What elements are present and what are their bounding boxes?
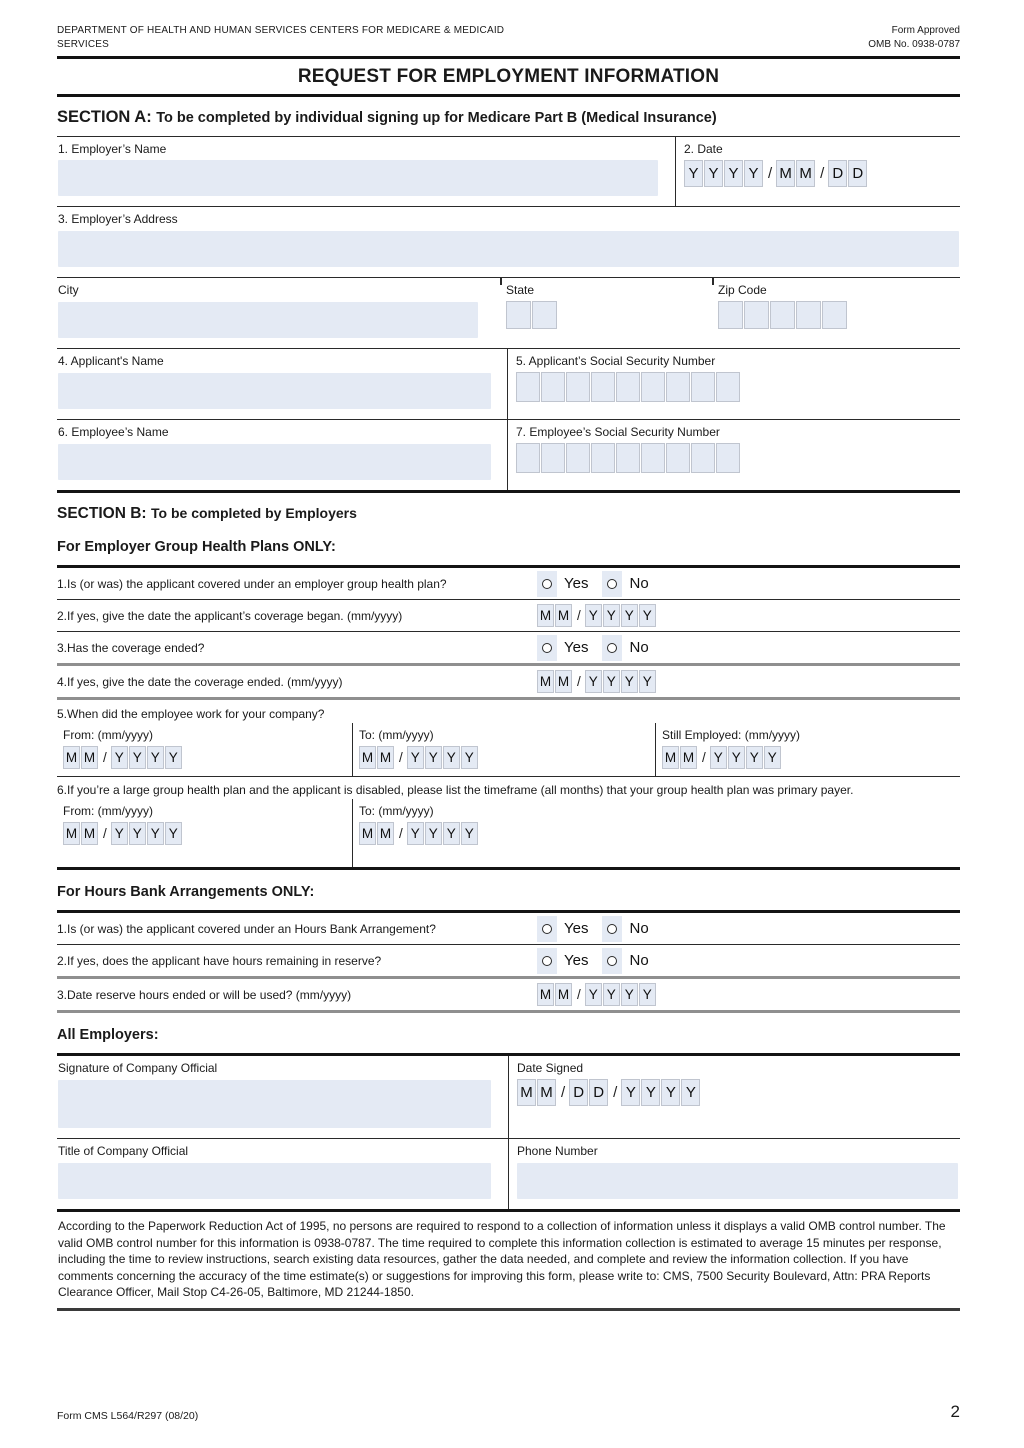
state-label: State — [506, 283, 535, 297]
date-separator: / — [399, 750, 403, 765]
date-separator: / — [561, 1084, 566, 1101]
input-cell[interactable]: Y — [681, 1079, 700, 1106]
input-cell[interactable]: M — [776, 160, 795, 187]
input-cell[interactable]: D — [569, 1079, 588, 1106]
input-cell[interactable]: Y — [425, 822, 442, 845]
page-header — [57, 24, 960, 51]
input-cell[interactable] — [616, 443, 640, 473]
yes-label: Yes — [564, 920, 589, 937]
title-official-label: Title of Company Official — [58, 1144, 189, 1158]
input-cell[interactable] — [822, 301, 847, 329]
input-cell[interactable]: Y — [621, 604, 638, 627]
input-cell[interactable] — [591, 443, 615, 473]
input-cell[interactable] — [770, 301, 795, 329]
radio-icon — [607, 956, 617, 966]
input-cell[interactable]: Y — [443, 822, 460, 845]
hb-question-2: 2.If yes, does the applicant have hours remaining in reserve? Yes No — [57, 945, 960, 976]
input-cell[interactable]: Y — [639, 604, 656, 627]
gh3-no-radio[interactable] — [602, 635, 648, 661]
input-cell[interactable] — [566, 443, 590, 473]
input-cell[interactable]: Y — [165, 746, 182, 769]
applicant-ssn-input[interactable] — [516, 372, 960, 402]
city-cell — [57, 278, 505, 348]
from-label: From: (mm/yyyy) — [63, 728, 153, 742]
phone-label: Phone Number — [517, 1144, 598, 1158]
hb2-yes-radio[interactable] — [537, 948, 588, 974]
input-cell[interactable]: M — [537, 983, 554, 1006]
gh4-date-input[interactable] — [537, 670, 657, 693]
input-cell[interactable] — [541, 443, 565, 473]
form-approved-block — [868, 24, 960, 51]
date-separator: / — [577, 987, 581, 1002]
title-official-cell — [57, 1139, 508, 1209]
employer-address-label: 3. Employer’s Address — [58, 212, 178, 226]
input-cell[interactable] — [641, 372, 665, 402]
input-cell[interactable] — [716, 372, 740, 402]
to-label: To: (mm/yyyy) — [359, 728, 434, 742]
radio-icon — [607, 643, 617, 653]
gh-question-1: 1.Is (or was) the applicant covered under an employer group health plan? Yes No — [57, 568, 960, 599]
city-state-zip-row — [57, 278, 960, 348]
department-name: DEPARTMENT OF HEALTH AND HUMAN SERVICES CENTERS FOR MEDICARE & MEDICAID SERVICES — [57, 25, 505, 50]
gh5-still-employed-input[interactable] — [662, 746, 960, 769]
input-cell[interactable]: Y — [746, 746, 763, 769]
employer-address-input[interactable] — [58, 231, 959, 267]
input-cell[interactable]: M — [359, 822, 376, 845]
hb-question-3: 3.Date reserve hours ended or will be used? (mm/yyyy) M M / Y Y Y Y — [57, 979, 960, 1010]
input-cell[interactable]: D — [848, 160, 867, 187]
input-cell[interactable] — [566, 372, 590, 402]
input-cell[interactable]: D — [828, 160, 847, 187]
input-cell[interactable]: Y — [425, 746, 442, 769]
input-cell[interactable]: M — [81, 746, 98, 769]
input-cell[interactable]: Y — [639, 670, 656, 693]
input-cell[interactable]: Y — [443, 746, 460, 769]
to-label: To: (mm/yyyy) — [359, 804, 434, 818]
date-separator: / — [702, 750, 706, 765]
date-label: 2. Date — [684, 142, 723, 156]
state-input[interactable] — [506, 301, 699, 329]
gh5-from-cell — [57, 723, 352, 776]
omb-number: OMB No. 0938-0787 — [868, 38, 960, 50]
input-cell[interactable] — [641, 443, 665, 473]
gh1-no-radio[interactable] — [602, 571, 648, 597]
gh-question-6: 6.If you’re a large group health plan and the applicant is disabled, please list the timeframe (all months) that your group health plan was primary payer. — [57, 783, 854, 797]
input-cell[interactable]: Y — [165, 822, 182, 845]
radio-icon — [542, 956, 552, 966]
date-separator: / — [613, 1084, 618, 1101]
input-cell[interactable]: Y — [661, 1079, 680, 1106]
input-cell[interactable] — [691, 372, 715, 402]
input-cell[interactable]: Y — [704, 160, 723, 187]
input-cell[interactable]: Y — [129, 822, 146, 845]
gh6-to-input[interactable] — [359, 822, 960, 845]
input-cell[interactable]: Y — [147, 822, 164, 845]
input-cell[interactable]: Y — [407, 746, 424, 769]
input-cell[interactable]: D — [589, 1079, 608, 1106]
zip-cell — [717, 278, 960, 348]
input-cell[interactable]: Y — [111, 822, 128, 845]
radio-icon — [607, 579, 617, 589]
hours-bank-heading: For Hours Bank Arrangements ONLY: — [57, 884, 315, 900]
zip-input[interactable] — [718, 301, 942, 329]
from-label: From: (mm/yyyy) — [63, 804, 153, 818]
input-cell[interactable]: Y — [461, 822, 478, 845]
radio-icon — [542, 579, 552, 589]
applicant-ssn-label: 5. Applicant’s Social Security Number — [516, 354, 716, 368]
input-cell[interactable]: Y — [641, 1079, 660, 1106]
gh-question-3: 3.Has the coverage ended? Yes No — [57, 632, 960, 663]
date-separator: / — [768, 165, 773, 182]
input-cell[interactable]: Y — [603, 604, 620, 627]
input-cell[interactable] — [716, 443, 740, 473]
employee-ssn-label: 7. Employee’s Social Security Number — [516, 425, 720, 439]
form-number: Form CMS L564/R297 (08/20) — [57, 1410, 199, 1422]
input-cell[interactable] — [666, 372, 690, 402]
input-cell[interactable] — [516, 443, 540, 473]
group-health-heading: For Employer Group Health Plans ONLY: — [57, 539, 336, 555]
employee-name-cell — [57, 420, 507, 490]
hb2-no-radio[interactable] — [602, 948, 648, 974]
input-cell[interactable]: Y — [585, 604, 602, 627]
input-cell[interactable]: Y — [461, 746, 478, 769]
date-separator: / — [399, 826, 403, 841]
date-signed-cell — [508, 1056, 960, 1138]
input-cell[interactable]: M — [63, 746, 80, 769]
gh2-date-input[interactable] — [537, 604, 657, 627]
input-cell[interactable] — [616, 372, 640, 402]
input-cell[interactable]: Y — [639, 983, 656, 1006]
gh5-still-employed-cell — [655, 723, 960, 776]
date-signed-label: Date Signed — [517, 1061, 584, 1075]
input-cell[interactable]: Y — [684, 160, 703, 187]
employee-name-input[interactable] — [58, 444, 491, 480]
date-separator: / — [577, 608, 581, 623]
input-cell[interactable]: Y — [621, 1079, 640, 1106]
paperwork-reduction-notice: According to the Paperwork Reduction Act of 1995, no persons are required to respond to a collection of information unless it displays a valid OMB control number. The valid OMB control number for this information is 0938-0787. The time required to complete this information collection is estimated to average 15 minutes per response, including the time to review instructions, search existing data resources, gather the data needed, and complete and review the information collection. If you have comments concerning the accuracy of the time estimate(s) or suggestions for improving this form, please write to: CMS, 7500 Security Boulevard, Attn: PRA Reports Clearance Officer, Mail Stop C4-26-05, Baltimore, MD 21244-1850. — [58, 1219, 946, 1300]
employer-name-label: 1. Employer’s Name — [58, 142, 167, 156]
input-cell[interactable]: Y — [764, 746, 781, 769]
input-cell[interactable]: Y — [407, 822, 424, 845]
rule — [57, 1308, 960, 1311]
signature-label: Signature of Company Official — [58, 1061, 218, 1075]
no-label: No — [629, 639, 649, 656]
phone-input[interactable] — [517, 1163, 958, 1199]
input-cell[interactable]: Y — [147, 746, 164, 769]
input-cell[interactable]: M — [81, 822, 98, 845]
gh5-to-input[interactable] — [359, 746, 655, 769]
gh5-columns — [57, 723, 960, 776]
employer-name-cell — [57, 137, 675, 206]
input-cell[interactable]: M — [63, 822, 80, 845]
gh6-from-input[interactable] — [63, 822, 352, 845]
hb3-date-input[interactable] — [537, 983, 657, 1006]
input-cell[interactable]: M — [662, 746, 679, 769]
gh5-from-input[interactable] — [63, 746, 352, 769]
input-cell[interactable]: M — [555, 604, 572, 627]
gh1-yes-radio[interactable] — [537, 571, 588, 597]
input-cell[interactable] — [744, 301, 769, 329]
form-approved-text: Form Approved — [891, 25, 960, 36]
applicant-name-cell — [57, 349, 507, 419]
signature-input[interactable] — [58, 1080, 491, 1128]
input-cell[interactable]: Y — [621, 670, 638, 693]
signature-cell — [57, 1056, 508, 1138]
section-b-heading: SECTION B: To be completed by Employers — [57, 505, 357, 522]
gh6-to-cell — [352, 799, 960, 867]
input-cell[interactable]: Y — [710, 746, 727, 769]
date-input[interactable] — [684, 160, 960, 187]
yes-label: Yes — [564, 952, 589, 969]
applicant-ssn-cell — [507, 349, 960, 419]
radio-icon — [542, 643, 552, 653]
hb-question-1: 1.Is (or was) the applicant covered under an Hours Bank Arrangement? Yes No — [57, 913, 960, 944]
input-cell[interactable] — [591, 372, 615, 402]
no-label: No — [629, 952, 649, 969]
input-cell[interactable] — [506, 301, 531, 329]
employee-ssn-input[interactable] — [516, 443, 960, 473]
input-cell[interactable]: M — [537, 1079, 556, 1106]
yes-label: Yes — [564, 639, 589, 656]
input-cell[interactable]: M — [359, 746, 376, 769]
still-employed-label: Still Employed: (mm/yyyy) — [662, 728, 801, 742]
date-separator: / — [103, 826, 107, 841]
input-cell[interactable] — [516, 372, 540, 402]
input-cell[interactable]: Y — [585, 983, 602, 1006]
input-cell[interactable]: Y — [603, 670, 620, 693]
zip-label: Zip Code — [718, 283, 767, 297]
input-cell[interactable] — [718, 301, 743, 329]
input-cell[interactable]: M — [555, 983, 572, 1006]
date-cell — [675, 137, 960, 206]
input-cell[interactable]: Y — [724, 160, 743, 187]
input-cell[interactable]: M — [377, 746, 394, 769]
input-cell[interactable] — [541, 372, 565, 402]
no-label: No — [629, 920, 649, 937]
input-cell[interactable]: Y — [129, 746, 146, 769]
input-cell[interactable]: Y — [728, 746, 745, 769]
yes-label: Yes — [564, 575, 589, 592]
employee-name-label: 6. Employee’s Name — [58, 425, 169, 439]
gh6-columns — [57, 799, 960, 867]
hb1-yes-radio[interactable] — [537, 916, 588, 942]
all-employers-heading: All Employers: — [57, 1027, 159, 1043]
gh-question-2: 2.If yes, give the date the applicant’s coverage began. (mm/yyyy) M M / Y Y Y Y — [57, 600, 960, 631]
input-cell[interactable] — [691, 443, 715, 473]
input-cell[interactable]: Y — [585, 670, 602, 693]
title-official-input[interactable] — [58, 1163, 491, 1199]
input-cell[interactable]: M — [796, 160, 815, 187]
radio-icon — [542, 924, 552, 934]
section-a-heading: SECTION A: To be completed by individual signing up for Medicare Part B (Medical Insurance) — [57, 108, 717, 126]
applicant-name-input[interactable] — [58, 373, 491, 409]
page-footer — [57, 1402, 960, 1422]
signature-row — [57, 1056, 960, 1138]
phone-cell — [508, 1139, 960, 1209]
employer-name-date-row — [57, 137, 960, 206]
gh-question-4: 4.If yes, give the date the coverage ended. (mm/yyyy) M M / Y Y Y Y — [57, 666, 960, 697]
input-cell[interactable]: M — [377, 822, 394, 845]
input-cell[interactable] — [532, 301, 557, 329]
date-separator: / — [577, 674, 581, 689]
input-cell[interactable] — [796, 301, 821, 329]
input-cell[interactable]: Y — [744, 160, 763, 187]
employer-name-input[interactable] — [58, 160, 658, 196]
hb1-no-radio[interactable] — [602, 916, 648, 942]
date-separator: / — [103, 750, 107, 765]
employee-row — [57, 420, 960, 490]
radio-icon — [607, 924, 617, 934]
gh5-to-cell — [352, 723, 655, 776]
input-cell[interactable]: Y — [603, 983, 620, 1006]
input-cell[interactable]: M — [680, 746, 697, 769]
input-cell[interactable]: M — [517, 1079, 536, 1106]
gh6-from-cell — [57, 799, 352, 867]
city-input[interactable] — [58, 302, 478, 338]
form-title: REQUEST FOR EMPLOYMENT INFORMATION — [297, 66, 720, 87]
employer-address-cell — [57, 207, 960, 277]
input-cell[interactable]: M — [555, 670, 572, 693]
gh3-yes-radio[interactable] — [537, 635, 588, 661]
gh-question-5: 5.When did the employee work for your company? — [57, 707, 325, 721]
input-cell[interactable]: M — [537, 670, 554, 693]
no-label: No — [629, 575, 649, 592]
state-cell — [505, 278, 717, 348]
input-cell[interactable]: Y — [621, 983, 638, 1006]
title-phone-row — [57, 1139, 960, 1209]
applicant-row — [57, 349, 960, 419]
date-separator: / — [820, 165, 825, 182]
input-cell[interactable]: Y — [111, 746, 128, 769]
date-signed-input[interactable] — [517, 1079, 960, 1106]
applicant-name-label: 4. Applicant's Name — [58, 354, 164, 368]
page-number: 2 — [950, 1402, 960, 1421]
input-cell[interactable]: M — [537, 604, 554, 627]
input-cell[interactable] — [666, 443, 690, 473]
employee-ssn-cell — [507, 420, 960, 490]
city-label: City — [58, 283, 79, 297]
